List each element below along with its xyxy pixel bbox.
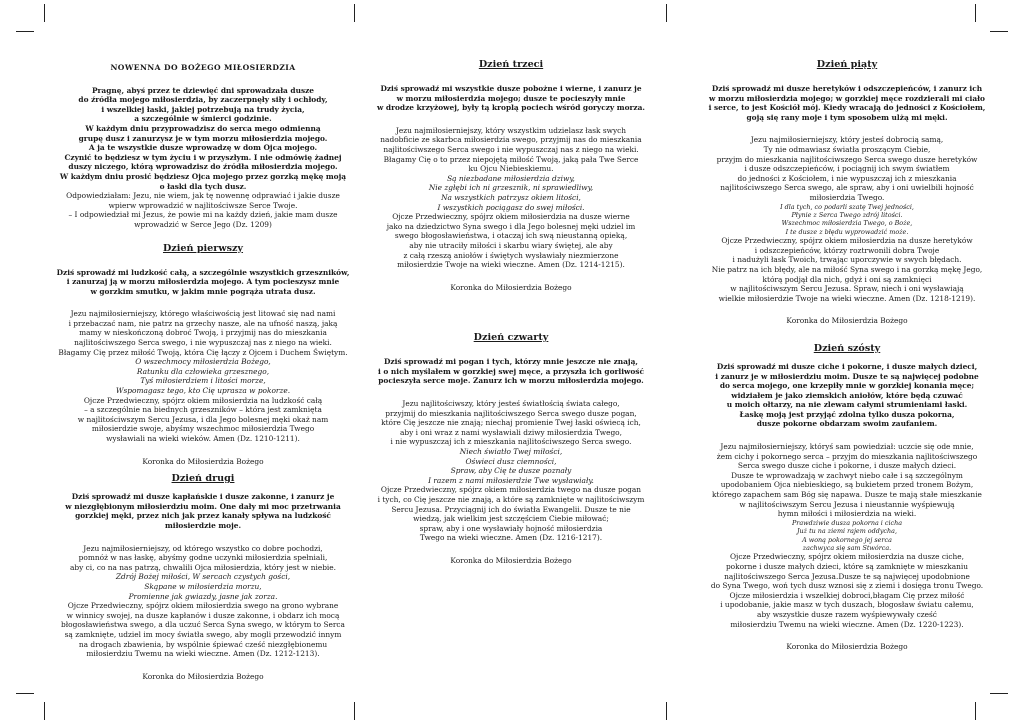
day2-prayer: Jezu najmiłosierniejszy, od którego wszystko co dobre pochodzi, pomnóż w nas łaskę, abyśmy godne uczynki miłosierdzia spełniali, aby ci, co na nas patrzą, chwalili Ojca miłosierdzia, który jest w niebie. [69,543,337,572]
day6-footer: Koronka do Miłosierdzia Bożego [786,642,908,652]
document-title: NOWENNA DO BOŻEGO MIŁOSIERDZIA [110,63,296,72]
day3-verse: Są niezbadane miłosierdzia dziwy, Nie zgłębi ich ni grzesznik, ni sprawiedliwy, Na wszystkich patrzysz okiem litości, I wszystkich pociągasz do swej miłości. [428,173,594,212]
day3-title: Dzień trzeci [478,59,544,70]
crop-mark [16,31,34,32]
day6-title: Dzień szósty [813,342,881,354]
column-left [44,63,362,681]
column-right [688,59,1006,652]
crop-mark [44,702,45,720]
crop-mark [990,693,1008,694]
day5-verse: I dla tych, co podarli szatę Twej jedności, Płynie z Serca Twego zdrój litości. Wszechmoc miłosierdzia Twego, o Boże, I te dusze z błędu wyprowadzić może. [780,202,914,236]
day1-title: Dzień pierwszy [162,242,244,254]
day4-prayer: Jezu najlitościwszy, który jesteś światłością świata całego, przyjmij do mieszkania najlitościwszego Serca swego dusze pogan, które Cię jeszcze nie znają; niechaj promienie Twej łaski oświecą ich, aby i oni wraz z nami wysławiali dziwy miłosierdzia Twego, i nie wypuszczaj ich z mieszkania najlitościwszego Serca swego. [381,399,641,447]
day1-footer: Koronka do Miłosierdzia Bożego [142,456,264,466]
crop-mark [16,693,34,694]
crop-mark [44,4,45,22]
day3-prayer: Jezu najmiłosierniejszy, który wszystkim udzielasz łask swych nadobficie ze skarbca miłosierdzia swego, przyjmij nas do mieszkania najlitościwszego Serca swego i nie wypuszczaj nas z niego na wieki. Błagamy Cię o to przez niepojętą miłość Twoją, jaką pała Twe Serce ku Ojcu Niebieskiemu. [380,125,642,174]
day2-footer: Koronka do Miłosierdzia Bożego [142,671,264,681]
day2-title: Dzień drugi [171,473,235,485]
day1-intro: Dziś sprowadź mi ludzkość całą, a szczególnie wszystkich grzeszników, i zanurzaj ją w morzu miłosierdzia mojego. A tym pocieszysz mnie w gorzkim smutku, w jakim mnie pogrąża utrata dusz. [56,267,350,296]
day5-prayer: Jezu najmiłosierniejszy, który jesteś dobrocią samą, Ty nie odmawiasz światła proszącym Ciebie, przyjm do mieszkania najlitościwszego Serca swego dusze heretyków i dusze odszczepieńców, i pociągnij ich swym światłem do jedności z Kościołem, i nie wypuszczaj ich z mieszkania najlitościwszego Serca swego, ale spraw, aby i oni uwielbili hojność miłosierdzia Twego. [716,135,978,202]
day6-intro: Dziś sprowadź mi dusze ciche i pokorne, i dusze małych dzieci, i zanurz je w miłosierdziu moim. Dusze te są najwięcej podobne do serca mojego, one krzepiły mnie w gorzkiej konania męce; widziałem je jako ziemskich aniołów, które będą czuwać u moich ołtarzy, na nie zlewam całymi strumieniami łaski. Łaskę moją jest przyjąć zdolna tylko dusza pokorna, dusze pokorne obdarzam swoim zaufaniem. [715,361,979,429]
crop-mark [975,702,976,720]
day4-footer: Koronka do Miłosierdzia Bożego [450,555,572,565]
crop-mark [354,4,355,22]
day2-closing-prayer: Ojcze Przedwieczny, spójrz okiem miłosierdzia swego na grono wybrane w winnicy swojej, na dusze kapłanów i dusze zakonne, i obdarz ich mocą błogosławieństwa swego, a dla uczuć Serca Syna swego, w którym to Serca są zamknięte, udziel im mocy światła swego, aby mogli przewodzić innym na drogach zbawienia, by wspólnie śpiewać cześć niezgłębionemu miłosierdziu Twemu na wieki wieczne. Amen (Dz. 1212-1213). [61,601,345,659]
intro-quote: Pragnę, abyś przez te dziewięć dni sprowadzała dusze do źródła mojego miłosierdzia, by zaczerpnęły siły i ochłody, i wszelkiej łaski, jakiej potrzebują na trudy życia, a szczególnie w śmierci godzinie. W każdym dniu przyprowadzisz do serca mego odmienną grupę dusz i zanurzysz je w tym morzu miłosierdzia mojego. A ja te wszystkie dusze wprowadzę w dom Ojca mojego. Czynić to będziesz w tym życiu i w przyszłym. I nie odmówię żadnej duszy niczego, którą wprowadzisz do źródła miłosierdzia mojego. W każdym dniu prosić będziesz Ojca mojego przez gorzką mękę moją o łaski dla tych dusz. [59,85,347,191]
day1-verse: O wszechmocy miłosierdzia Bożego, Ratunku dla człowieka grzesznego, Tyś miłosierdziem i litości morze, Wspomagasz tego, kto Cię uprasza w pokorze. [115,357,291,396]
day6-closing-prayer: Ojcze Przedwieczny, spójrz okiem miłosierdzia na dusze ciche, pokorne i dusze małych dzieci, które są zamknięte w mieszkaniu najlitościwszego Serca Jezusa.Dusze te są najwięcej upodobnione do Syna Twego, woń tych dusz wznosi się z ziemi i dosięga tronu Twego. Ojcze miłosierdzia i wszelkiej dobroci,błagam Cię przez miłość i upodobanie, jakie masz w tych duszach, błogosław światu całemu, aby wszystkie dusze razem wyśpiewywały cześć miłosierdziu Twemu na wieki wieczne. Amen (Dz. 1220-1223). [710,552,984,629]
day5-closing-prayer: Ojcze Przedwieczny, spójrz okiem miłosierdzia na dusze heretyków i odszczepieńców, którzy roztrwonili dobra Twoje i nadużyli łask Twoich, trwając uporczywie w swych błędach. Nie patrz na ich błędy, ale na miłość Syna swego i na gorzką mękę Jego, którą podjął dla nich, gdyż i oni są zamknięci w najlitościwszym Sercu Jezusa. Spraw, niech i oni wysławiają wielkie miłosierdzie Twoje na wieki wieczne. Amen (Dz. 1218-1219). [711,236,983,303]
day5-footer: Koronka do Miłosierdzia Bożego [786,316,908,326]
day4-title: Dzień czwarty [473,332,549,344]
day3-footer: Koronka do Miłosierdzia Bożego [450,282,572,292]
day6-verse: Prawdziwie dusza pokorna i cicha Już tu na ziemi rajem oddycha, A woną pokornego jej serca zachwyca się sam Stwórca. [791,518,903,553]
day1-prayer: Jezu najmiłosierniejszy, którego właściwością jest litować się nad nami i przebaczać nam, nie patrz na grzechy nasze, ale na ufność naszą, jaką mamy w nieskończoną dobroć Twoją, i przyjmij nas do mieszkania najlitościwszego Serca swego, i nie wypuszczaj nas z niego na wieki. Błagamy Cię przez miłość Twoją, która Cię łączy z Ojcem i Duchem Świętym. [58,309,348,357]
day5-title: Dzień piąty [816,59,878,70]
day1-closing-prayer: Ojcze Przedwieczny, spójrz okiem miłosierdzia na ludzkość całą – a szczególnie na biednych grzeszników – która jest zamknięta w najlitościwszym Sercu Jezusa, i dla Jego bolesnej męki okaż nam miłosierdzie swoje, abyśmy wszechmoc miłosierdzia Twego wysławiali na wieki wieków. Amen (Dz. 1210-1211). [77,395,329,443]
crop-mark [990,31,1008,32]
crop-mark [975,4,976,22]
crop-mark [354,702,355,720]
day4-verse: Niech światło Twej miłości, Oświeci dusz ciemności, Spraw, aby Cię te dusze poznały I razem z nami miłosierdzie Twe wysławiały. [428,447,594,485]
day5-intro: Dziś sprowadź mi dusze heretyków i odszczepieńców, i zanurz ich w morzu miłosierdzia mojego; w gorzkiej męce rozdzierali mi ciało i serce, to jest Kościół mój. Kiedy wracają do jedności z Kościołem, goją się rany moje i tym sposobem ulżą mi męki. [708,84,986,122]
day2-verse: Zdrój Bożej miłości, W sercach czystych gości, Skąpane w miłosierdzia morzu, Promienne jak gwiazdy, jasne jak zorza. [115,572,291,601]
crop-mark [666,702,667,720]
day4-intro: Dziś sprowadź mi pogan i tych, którzy mnie jeszcze nie znają, i o nich myślałem w gorzkiej swej męce, a przyszła ich gorliwość pocieszyła serce moje. Zanurz ich w morzu miłosierdzia mojego. [378,357,644,386]
intro-reply: Odpowiedziałam: Jezu, nie wiem, jak tę nowennę odprawiać i jakie dusze wpierw wprowadzić w najlitościwsze Serce Twoje. – I odpowiedział mi Jezus, że powie mi na każdy dzień, jakie mam dusze wprowadzić w Serce Jego (Dz. 1209) [66,191,340,229]
day3-intro: Dziś sprowadź mi wszystkie dusze pobożne i wierne, i zanurz je w morzu miłosierdzia mojego; dusze te pocieszyły mnie w drodze krzyżowej, były tą kroplą pociech wśród goryczy morza. [376,84,645,113]
day2-intro: Dziś sprowadź mi dusze kapłańskie i dusze zakonne, i zanurz je w niezgłębionym miłosierdziu moim. One dały mi moc przetrwania gorzkiej męki, przez nich jak przez kanały spływa na ludzkość miłosierdzie moje. [65,492,341,530]
crop-mark [666,4,667,22]
day3-closing-prayer: Ojcze Przedwieczny, spójrz okiem miłosierdzia na dusze wierne jako na dziedzictwo Syna swego i dla Jego bolesnej męki udziel im swego błogosławieństwa, i otaczaj ich swą nieustanną opieką, aby nie utraciły miłości i skarbu wiary świętej, ale aby z całą rzeszą aniołów i świętych wysławiały niezmierzone miłosierdzie Twoje na wieki wieczne. Amen (Dz. 1214-1215). [386,212,636,270]
day4-closing-prayer: Ojcze Przedwieczny, spójrz okiem miłosierdzia twego na dusze pogan i tych, co Cię jeszcze nie znają, a które są zamknięte w najlitościwszym Sercu Jezusa. Przyciągnij ich do światła Ewangelii. Dusze te nie wiedzą, jak wielkim jest szczęściem Ciebie miłować; spraw, aby i one wysławiały hojność miłosierdzia Twego na wieki wieczne. Amen (Dz. 1216-1217). [377,485,645,543]
day6-prayer: Jezu najmiłosierniejszy, któryś sam powiedział: uczcie się ode mnie, żem cichy i pokornego serca – przyjm do mieszkania najlitościwszego Serca swego dusze ciche i pokorne, i dusze małych dzieci. Dusze te wprowadzają w zachwyt niebo całe i są szczególnym upodobaniem Ojca niebieskiego, są bukietem przed tronem Bożym, którego zapachem sam Bóg się napawa. Dusze te mają stałe mieszkanie w najlitościwszym Sercu Jezusa i nieustannie wyśpiewują hymn miłości i miłosierdzia na wieki. [712,442,982,519]
column-middle [352,59,670,566]
